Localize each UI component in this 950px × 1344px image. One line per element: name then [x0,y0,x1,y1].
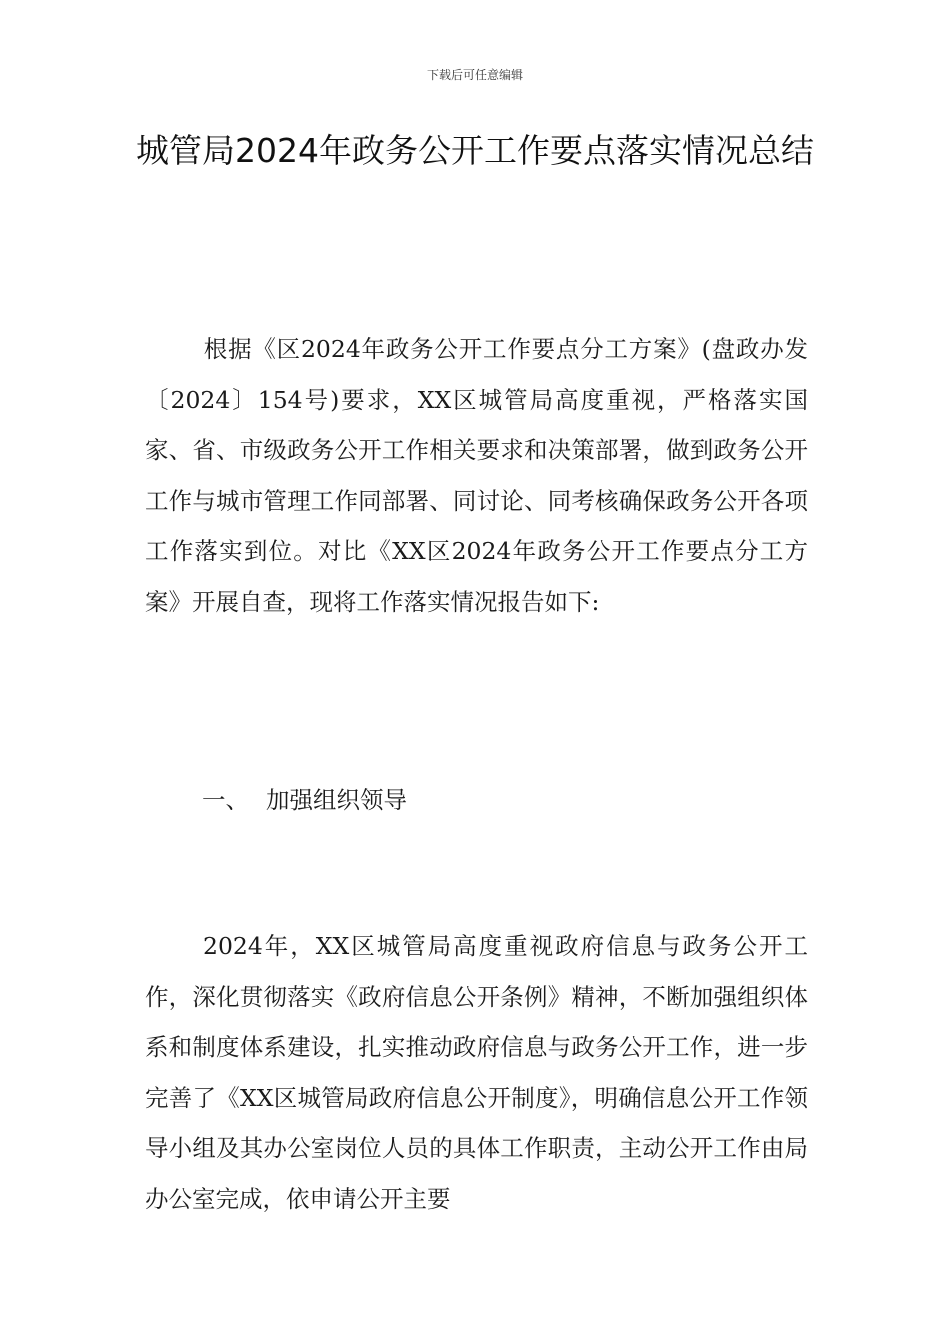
section-heading [202,775,407,825]
section-heading-text: 加强组织领导 [266,786,407,814]
document-title: 城管局2024年政务公开工作要点落实情况总结 [136,131,814,170]
paragraph-section-1-text: 2024年，XX区城管局高度重视政府信息与政务公开工作，深化贯彻落实《政府信息公开条例》精神，不断加强组织体系和制度体系建设，扎实推动政府信息与政务公开工作，进一步完善了《XX区城管局政府信息公开制度》，明确信息公开工作领导小组及其办公室岗位人员的具体工作职责，主动公开工作由局办公室完成，依申请公开主要 [145,932,808,1213]
paragraph-intro-text: 根据《区2024年政务公开工作要点分工方案》(盘政办发〔2024〕154号)要求，XX区城管局高度重视，严格落实国家、省、市级政务公开工作相关要求和决策部署，做到政务公开工作与城市管理工作同部署、同讨论、同考核确保政务公开各项工作落实到位。对比《XX区2024年政务公开工作要点分工方案》开展自查，现将工作落实情况报告如下: [145,335,808,616]
section-heading-number: 一、 [202,786,249,814]
header-note: 下载后可任意编辑 [426,68,523,82]
paragraph-section-1 [145,921,808,1224]
paragraph-intro [145,324,808,627]
